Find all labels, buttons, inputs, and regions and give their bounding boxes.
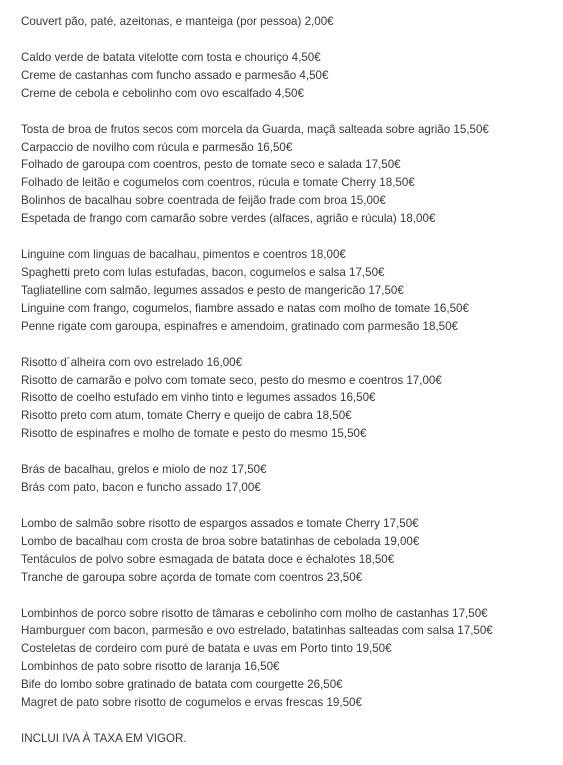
menu-item: Risotto de coelho estufado em vinho tinto e legumes assados 16,50€ [21, 391, 376, 405]
menu-item: Penne rigate com garoupa, espinafres e amendoim, gratinado com parmesão 18,50€ [21, 319, 458, 333]
menu-item: Tosta de broa de frutos secos com morcela da Guarda, maçã salteada sobre agrião 15,50€ [21, 122, 489, 136]
menu-item: Lombinhos de pato sobre risotto de laranja 16,50€ [21, 660, 280, 674]
menu-item: Carpaccio de novilho com rúcula e parmesão 16,50€ [21, 140, 293, 154]
menu-item: Lombo de bacalhau com crosta de broa sobre batatinhas de cebolada 19,00€ [21, 534, 420, 548]
menu-item: Risotto d´alheira com ovo estrelado 16,00€ [21, 355, 243, 369]
menu-item: Lombinhos de porco sobre risotto de tâmaras e cebolinho com molho de castanhas 17,50€ [21, 606, 488, 620]
menu-section-starters [21, 121, 563, 228]
tax-note: INCLUI IVA À TAXA EM VIGOR. [21, 732, 187, 745]
menu-item: Creme de cebola e cebolinho com ovo escalfado 4,50€ [21, 86, 304, 100]
menu-item: Creme de castanhas com funcho assado e parmesão 4,50€ [21, 68, 329, 82]
menu-item: Brás com pato, bacon e funcho assado 17,00€ [21, 481, 261, 495]
menu-item: Hamburguer com bacon, parmesão e ovo estrelado, batatinhas salteadas com salsa 17,50€ [21, 624, 493, 638]
menu-item: Bife do lombo sobre gratinado de batata com courgette 26,50€ [21, 678, 343, 692]
menu-section-couvert [21, 13, 563, 31]
menu-item: Risotto de espinafres e molho de tomate e pesto do mesmo 15,50€ [21, 427, 367, 441]
menu-item: Risotto de camarão e polvo com tomate seco, pesto do mesmo e coentros 17,00€ [21, 373, 442, 387]
menu-item: Folhado de garoupa com coentros, pesto de tomate seco e salada 17,50€ [21, 158, 401, 172]
menu-item: Tentáculos de polvo sobre esmagada de batata doce e échalotes 18,50€ [21, 552, 395, 566]
menu-section-bras [21, 461, 563, 497]
menu-item: Magret de pato sobre risotto de cogumelos e ervas frescas 19,50€ [21, 696, 362, 710]
menu-item: Linguine com frango, cogumelos, fiambre assado e natas com molho de tomate 16,50€ [21, 301, 469, 315]
menu-item: Couvert pão, paté, azeitonas, e manteiga (por pessoa) 2,00€ [21, 15, 334, 28]
menu-item: Caldo verde de batata vitelotte com tosta e chouriço 4,50€ [21, 50, 321, 64]
menu-item: Brás de bacalhau, grelos e miolo de noz 17,50€ [21, 463, 267, 477]
menu-item: Lombo de salmão sobre risotto de espargos assados e tomate Cherry 17,50€ [21, 516, 419, 530]
menu-item: Linguine com linguas de bacalhau, pimentos e coentros 18,00€ [21, 248, 346, 262]
menu-section-risotto [21, 354, 563, 444]
menu-section-fish [21, 515, 563, 587]
menu-item: Costeletas de cordeiro com puré de batata e uvas em Porto tinto 19,50€ [21, 642, 392, 656]
menu-section-meat [21, 605, 563, 712]
menu-item: Risotto preto com atum, tomate Cherry e queijo de cabra 18,50€ [21, 409, 352, 423]
menu-section-pasta [21, 246, 563, 336]
menu-item: Tagliatelline com salmão, legumes assados e pesto de mangericão 17,50€ [21, 283, 404, 297]
menu-section-soups [21, 49, 563, 103]
menu-item: Espetada de frango com camarão sobre verdes (alfaces, agrião e rúcula) 18,00€ [21, 212, 436, 226]
menu-item: Tranche de garoupa sobre açorda de tomate com coentros 23,50€ [21, 570, 363, 584]
menu-item: Bolinhos de bacalhau sobre coentrada de feijão frade com broa 15,00€ [21, 194, 386, 208]
menu-item: Spaghetti preto com lulas estufadas, bacon, cogumelos e salsa 17,50€ [21, 265, 385, 279]
menu-item: Folhado de leitão e cogumelos com coentros, rúcula e tomate Cherry 18,50€ [21, 176, 415, 190]
